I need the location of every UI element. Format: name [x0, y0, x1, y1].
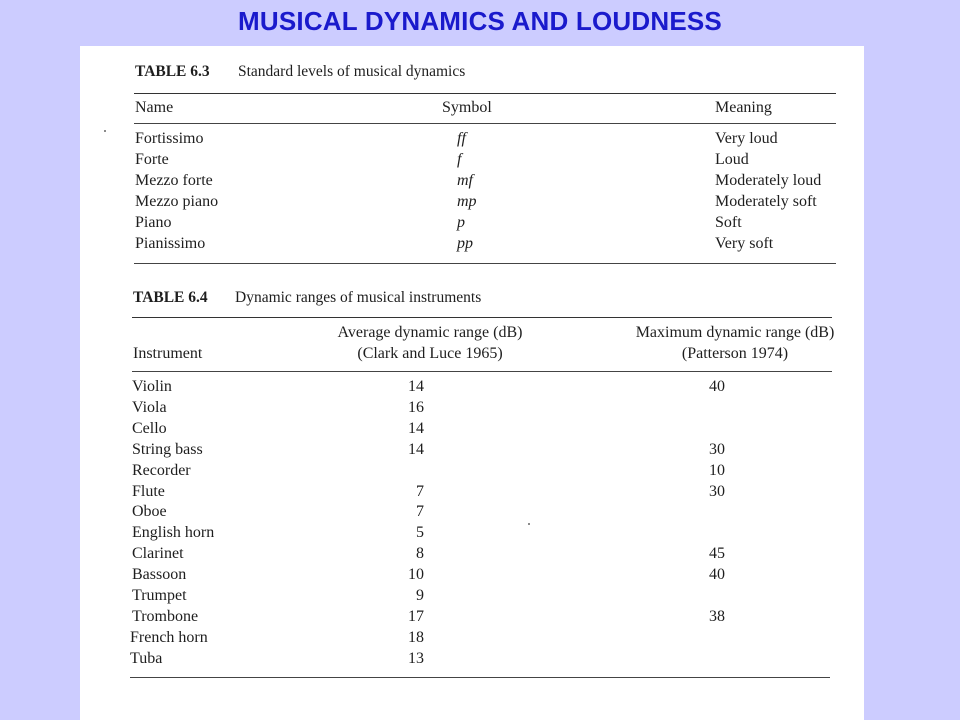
table-rule-bottom	[134, 263, 836, 264]
table-caption: Standard levels of musical dynamics	[238, 63, 466, 80]
cell-instrument: Violin	[132, 378, 172, 395]
column-header-maximum-line2: (Patterson 1974)	[681, 345, 789, 362]
cell-instrument: English horn	[132, 524, 215, 541]
table-rule-top	[132, 317, 832, 318]
cell-maximum-range: 45	[709, 545, 725, 562]
cell-symbol: ff	[457, 130, 466, 147]
table-caption: Dynamic ranges of musical instruments	[235, 289, 482, 306]
cell-average-range: 5	[416, 524, 424, 541]
cell-instrument: Tuba	[130, 650, 163, 667]
cell-instrument: Trumpet	[132, 587, 187, 604]
cell-maximum-range: 40	[709, 566, 725, 583]
cell-instrument: Trombone	[132, 608, 199, 625]
cell-average-range: 9	[416, 587, 424, 604]
cell-average-range: 10	[408, 566, 424, 583]
cell-meaning: Moderately loud	[715, 172, 822, 189]
cell-meaning: Moderately soft	[715, 193, 817, 210]
cell-meaning: Loud	[715, 151, 749, 168]
cell-name: Fortissimo	[135, 130, 204, 147]
cell-instrument: Recorder	[132, 462, 191, 479]
cell-name: Piano	[135, 214, 172, 231]
cell-average-range: 14	[408, 441, 424, 458]
column-header-symbol: Symbol	[442, 99, 492, 116]
cell-name: Mezzo piano	[135, 193, 219, 210]
cell-symbol: mf	[457, 172, 473, 189]
table-rule-top	[134, 93, 836, 94]
column-header-name: Name	[135, 99, 174, 116]
cell-instrument: French horn	[130, 629, 208, 646]
cell-average-range: 16	[408, 399, 424, 416]
table-rule-bottom	[130, 677, 830, 678]
cell-name: Forte	[135, 151, 169, 168]
cell-name: Mezzo forte	[135, 172, 213, 189]
cell-maximum-range: 30	[709, 483, 725, 500]
scan-speck	[528, 523, 530, 525]
column-header-instrument: Instrument	[133, 345, 203, 362]
cell-maximum-range: 38	[709, 608, 725, 625]
cell-instrument: Flute	[132, 483, 165, 500]
table-label: TABLE 6.3	[135, 63, 210, 80]
scanned-page	[80, 46, 864, 720]
cell-instrument: Cello	[132, 420, 167, 437]
cell-maximum-range: 10	[709, 462, 725, 479]
cell-symbol: mp	[457, 193, 477, 210]
cell-meaning: Very soft	[715, 235, 774, 252]
cell-average-range: 13	[408, 650, 424, 667]
table-label: TABLE 6.4	[133, 289, 208, 306]
cell-average-range: 14	[408, 378, 424, 395]
column-header-average-line2: (Clark and Luce 1965)	[357, 345, 503, 362]
cell-instrument: Oboe	[132, 503, 167, 520]
cell-average-range: 7	[416, 483, 424, 500]
cell-instrument: Viola	[132, 399, 167, 416]
cell-average-range: 8	[416, 545, 424, 562]
cell-maximum-range: 30	[709, 441, 725, 458]
cell-maximum-range: 40	[709, 378, 725, 395]
cell-meaning: Very loud	[715, 130, 778, 147]
column-header-average-line1: Average dynamic range (dB)	[337, 324, 523, 341]
cell-meaning: Soft	[715, 214, 742, 231]
cell-average-range: 18	[408, 629, 424, 646]
cell-average-range: 7	[416, 503, 424, 520]
cell-symbol: p	[457, 214, 465, 231]
cell-symbol: pp	[457, 235, 473, 252]
cell-name: Pianissimo	[135, 235, 206, 252]
column-header-maximum-line1: Maximum dynamic range (dB)	[635, 324, 835, 341]
table-rule-header	[134, 123, 836, 124]
slide-title: MUSICAL DYNAMICS AND LOUDNESS	[238, 6, 722, 36]
cell-instrument: Clarinet	[132, 545, 184, 562]
scan-speck	[104, 130, 106, 132]
table-rule-header	[132, 371, 832, 372]
cell-average-range: 17	[408, 608, 424, 625]
cell-symbol: f	[457, 151, 462, 168]
cell-average-range: 14	[408, 420, 424, 437]
cell-instrument: Bassoon	[132, 566, 187, 583]
cell-instrument: String bass	[132, 441, 203, 458]
column-header-meaning: Meaning	[715, 99, 772, 116]
